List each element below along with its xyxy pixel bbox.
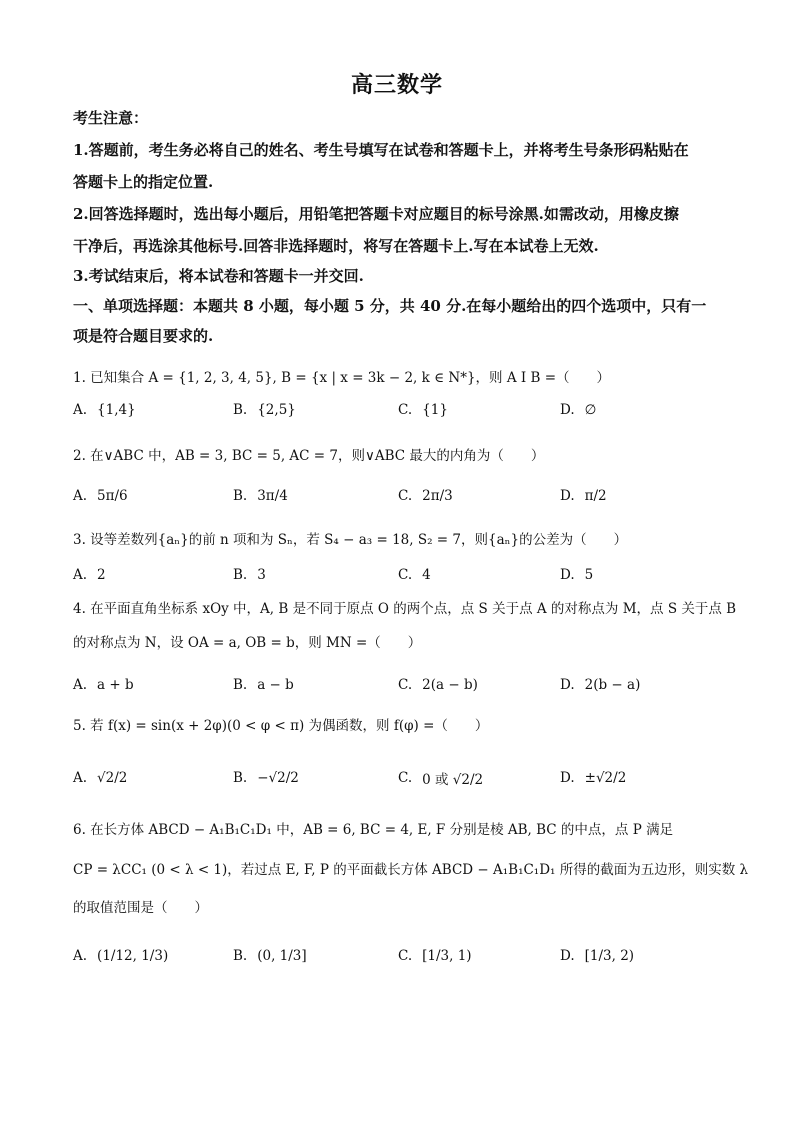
option-d (560, 555, 593, 595)
option-label: C. (398, 488, 413, 504)
section-heading-line-1: 一、单项选择题：本题共 8 小题，每小题 5 分，共 40 分.在每小题给出的四个选项中，只有一 (73, 297, 707, 315)
option-c (398, 665, 478, 705)
option-value: (0, 1/3] (257, 948, 307, 964)
page-title: 高三数学 (350, 72, 443, 98)
option-d (560, 665, 640, 705)
option-c (398, 476, 453, 516)
question-2: 2. 在∨ABC 中，AB = 3, BC = 5, AC = 7，则∨ABC 最大的内角为（ ） (73, 448, 545, 464)
option-a (73, 390, 136, 430)
option-value: a + b (97, 677, 134, 693)
option-a (73, 665, 134, 705)
option-label: B. (233, 770, 248, 786)
notice-line-1: 1.答题前，考生务必将自己的姓名、考生号填写在试卷和答题卡上，并将考生号条形码粘贴在 (73, 141, 689, 159)
option-value: {2,5} (257, 402, 296, 418)
option-c (398, 758, 483, 798)
notice-line-5: 3.考试结束后，将本试卷和答题卡一并交回. (73, 267, 364, 285)
option-label: A. (73, 488, 88, 504)
option-value: √2/2 (97, 770, 128, 786)
option-value: [1/3, 1) (422, 948, 472, 964)
option-value: 4 (422, 567, 431, 583)
option-b (233, 555, 266, 595)
option-d (560, 476, 607, 516)
option-c (398, 390, 448, 430)
question-6-options (73, 936, 723, 976)
option-value: 2π/3 (422, 488, 453, 504)
question-6-line-2: CP = λCC₁ (0 < λ < 1)，若过点 E, F, P 的平面截长方体 ABCD − A₁B₁C₁D₁ 所得的截面为五边形，则实数 λ (73, 862, 749, 878)
option-d (560, 390, 596, 430)
option-label: A. (73, 948, 88, 964)
option-value: 5π/6 (97, 488, 128, 504)
option-label: A. (73, 567, 88, 583)
option-d (560, 936, 634, 976)
option-value: (1/12, 1/3) (97, 948, 169, 964)
notice-line-4: 干净后，再选涂其他标号.回答非选择题时，将写在答题卡上.写在本试卷上无效. (73, 237, 599, 255)
question-4-line-2: 的对称点为 N，设 OA = a, OB = b，则 MN =（ ） (73, 635, 422, 651)
notice-line-3: 2.回答选择题时，选出每小题后，用铅笔把答题卡对应题目的标号涂黑.如需改动，用橡皮擦 (73, 205, 679, 223)
section-heading-line-2: 项是符合题目要求的. (73, 327, 214, 345)
option-value: [1/3, 2) (584, 948, 635, 964)
option-value: 3 (257, 567, 266, 583)
option-label: D. (560, 567, 575, 583)
question-1-options (73, 390, 723, 430)
option-label: C. (398, 567, 413, 583)
question-5-options (73, 758, 723, 798)
option-b (233, 758, 299, 798)
question-6-line-3: 的取值范围是（ ） (73, 900, 208, 916)
option-a (73, 555, 106, 595)
option-label: A. (73, 770, 88, 786)
option-label: B. (233, 488, 248, 504)
option-value: 2(b − a) (584, 677, 641, 693)
question-4-options (73, 665, 723, 705)
option-value: {1} (422, 402, 448, 418)
option-label: D. (560, 948, 575, 964)
option-label: B. (233, 402, 248, 418)
option-value: 2 (97, 567, 106, 583)
option-c (398, 936, 472, 976)
question-2-options (73, 476, 723, 516)
option-value: {1,4} (97, 402, 136, 418)
question-1: 1. 已知集合 A = {1, 2, 3, 4, 5}, B = {x | x = 3k − 2, k ∈ N*}，则 A I B =（ ） (73, 370, 611, 386)
option-b (233, 665, 294, 705)
option-a (73, 758, 127, 798)
option-label: B. (233, 567, 248, 583)
option-label: A. (73, 402, 88, 418)
option-value: π/2 (584, 488, 607, 504)
option-b (233, 390, 296, 430)
question-3-options (73, 555, 723, 595)
option-value: 5 (584, 567, 594, 583)
option-label: C. (398, 770, 413, 786)
option-label: A. (73, 677, 88, 693)
question-5: 5. 若 f(x) = sin(x + 2φ)(0 < φ < π) 为偶函数，则 f(φ) =（ ） (73, 718, 489, 734)
question-3: 3. 设等差数列{aₙ}的前 n 项和为 Sₙ，若 S₄ − a₃ = 18, S₂ = 7，则{aₙ}的公差为（ ） (73, 532, 628, 548)
option-d (560, 758, 626, 798)
option-value: a − b (257, 677, 294, 693)
option-label: C. (398, 402, 413, 418)
question-4-line-1: 4. 在平面直角坐标系 xOy 中，A, B 是不同于原点 O 的两个点，点 S 关于点 A 的对称点为 M，点 S 关于点 B (73, 601, 737, 617)
option-value: ∅ (584, 402, 597, 418)
option-a (73, 936, 168, 976)
notice-line-2: 答题卡上的指定位置. (73, 173, 214, 191)
option-label: B. (233, 948, 248, 964)
option-b (233, 936, 307, 976)
notice-heading: 考生注意： (73, 109, 149, 127)
option-label: D. (560, 770, 575, 786)
option-value: −√2/2 (257, 770, 299, 786)
option-label: C. (398, 677, 413, 693)
option-b (233, 476, 288, 516)
option-label: C. (398, 948, 413, 964)
question-6-line-1: 6. 在长方体 ABCD − A₁B₁C₁D₁ 中，AB = 6, BC = 4, E, F 分别是棱 AB, BC 的中点，点 P 满足 (73, 822, 674, 838)
option-value: 2(a − b) (422, 677, 478, 693)
option-value: ±√2/2 (584, 770, 627, 786)
option-c (398, 555, 431, 595)
option-value: 3π/4 (257, 488, 288, 504)
option-a (73, 476, 128, 516)
option-label: D. (560, 402, 575, 418)
option-label: B. (233, 677, 248, 693)
option-label: D. (560, 677, 575, 693)
option-label: D. (560, 488, 575, 504)
option-value: 0 或 √2/2 (422, 772, 484, 788)
